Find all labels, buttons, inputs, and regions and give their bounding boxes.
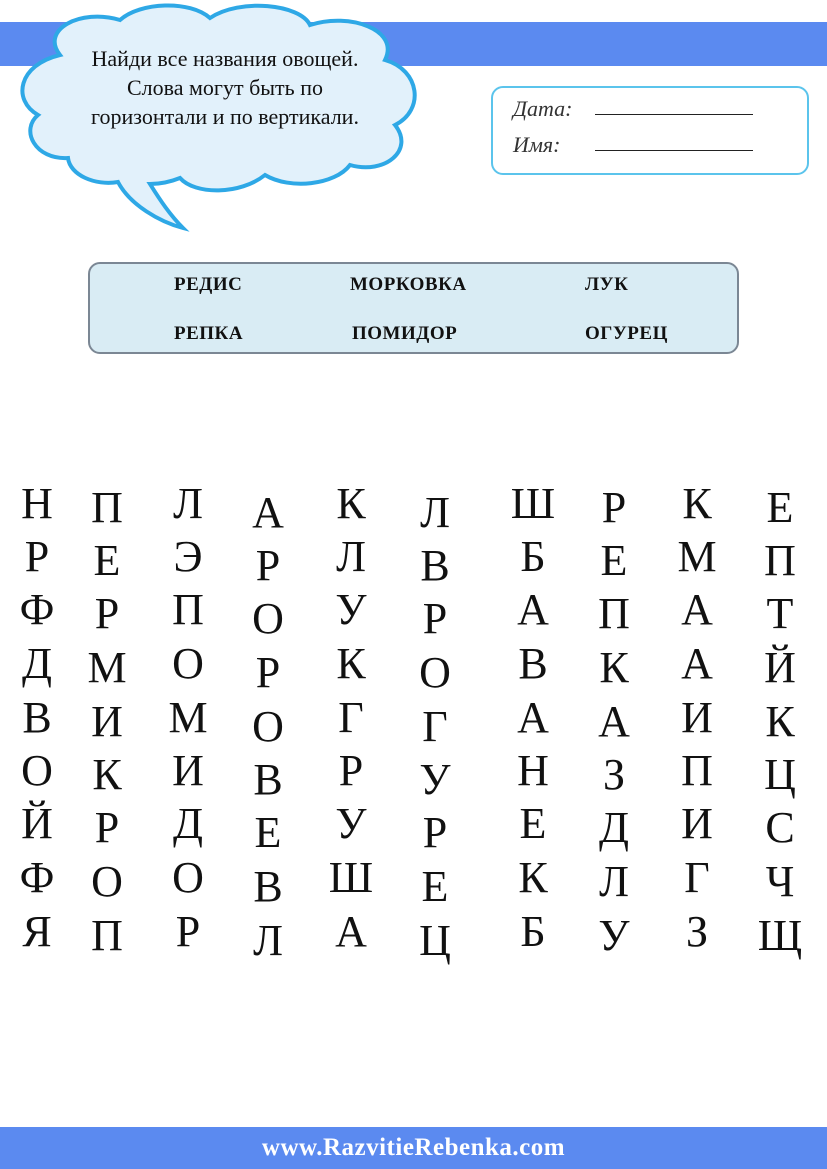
name-label: Имя: — [513, 132, 561, 157]
grid-letter[interactable]: К — [682, 479, 712, 528]
grid-letter[interactable]: Б — [520, 532, 546, 581]
instructions-line-2: Слова могут быть по — [127, 75, 323, 100]
grid-letter[interactable]: А — [681, 585, 713, 634]
grid-letter[interactable]: И — [681, 799, 713, 848]
grid-letter[interactable]: А — [598, 697, 630, 746]
grid-letter[interactable]: В — [22, 693, 52, 742]
grid-letter[interactable]: И — [681, 693, 713, 742]
grid-letter[interactable]: Л — [420, 488, 450, 537]
grid-letter[interactable]: Р — [422, 594, 448, 643]
grid-letter[interactable]: Е — [600, 536, 628, 585]
instructions-line-1: Найди все названия овощей. — [91, 46, 359, 71]
grid-letter[interactable]: У — [419, 755, 451, 804]
grid-letter[interactable]: Э — [173, 532, 203, 581]
grid-letter[interactable]: Е — [766, 483, 794, 532]
grid-letter[interactable]: Л — [173, 479, 203, 528]
footer-url[interactable]: www.RazvitieRebenka.com — [261, 1134, 566, 1161]
grid-letter[interactable]: И — [172, 746, 204, 795]
grid-letter[interactable]: В — [253, 755, 283, 804]
grid-letter[interactable]: Р — [338, 746, 364, 795]
instructions-line-3: горизонтали и по вертикали. — [91, 104, 359, 129]
grid-letter[interactable]: П — [598, 589, 630, 638]
grid-letter[interactable]: О — [172, 639, 204, 688]
grid-letter[interactable]: Е — [254, 808, 282, 857]
grid-letter[interactable]: Р — [422, 808, 448, 857]
grid-letter[interactable]: Ц — [419, 916, 451, 965]
grid-letter[interactable]: А — [681, 639, 713, 688]
grid-letter[interactable]: П — [681, 746, 713, 795]
grid-letter[interactable]: Г — [338, 693, 364, 742]
grid-letter[interactable]: Р — [255, 648, 281, 697]
grid-letter[interactable]: П — [172, 585, 204, 634]
word-bank-item: РЕПКА — [174, 323, 244, 344]
grid-letter[interactable]: Р — [255, 541, 281, 590]
grid-letter[interactable]: П — [91, 483, 123, 532]
grid-letter[interactable]: О — [21, 746, 53, 795]
grid-letter[interactable]: Б — [520, 907, 546, 956]
grid-letter[interactable]: С — [765, 803, 795, 852]
word-bank-item: ЛУК — [585, 274, 629, 295]
date-label: Дата: — [513, 96, 573, 121]
grid-letter[interactable]: В — [420, 541, 450, 590]
grid-letter[interactable]: М — [168, 693, 208, 742]
grid-letter[interactable]: Е — [93, 536, 121, 585]
grid-letter[interactable]: У — [598, 911, 630, 960]
grid-letter[interactable]: О — [252, 594, 284, 643]
grid-letter[interactable]: П — [764, 536, 796, 585]
footer-band — [0, 1127, 827, 1169]
grid-letter[interactable]: Р — [175, 907, 201, 956]
grid-letter[interactable]: Е — [421, 862, 449, 911]
grid-letter[interactable]: Р — [94, 589, 120, 638]
grid-letter[interactable]: Н — [517, 746, 549, 795]
grid-letter[interactable]: Я — [22, 907, 52, 956]
grid-letter[interactable]: Д — [172, 799, 203, 848]
grid-letter[interactable]: Д — [21, 639, 52, 688]
grid-letter[interactable]: У — [335, 585, 367, 634]
grid-letter[interactable]: Н — [21, 479, 53, 528]
grid-letter[interactable]: А — [517, 585, 549, 634]
grid-letter[interactable]: Й — [21, 799, 53, 848]
grid-letter[interactable]: М — [677, 532, 717, 581]
grid-letter[interactable]: Т — [766, 589, 794, 638]
word-bank-item: ПОМИДОР — [352, 323, 458, 344]
grid-letter[interactable]: А — [517, 693, 549, 742]
grid-letter[interactable]: К — [518, 853, 548, 902]
grid-letter[interactable]: О — [91, 857, 123, 906]
grid-letter[interactable]: К — [765, 697, 795, 746]
grid-letter[interactable]: В — [518, 639, 548, 688]
grid-letter[interactable]: Р — [601, 483, 627, 532]
grid-letter[interactable]: Г — [422, 702, 448, 751]
grid-letter[interactable]: Ч — [765, 857, 795, 906]
grid-letter[interactable]: П — [91, 911, 123, 960]
grid-letter[interactable]: З — [685, 907, 709, 956]
grid-letter[interactable]: Г — [684, 853, 710, 902]
grid-letter[interactable]: К — [599, 643, 629, 692]
grid-letter[interactable]: К — [336, 479, 366, 528]
grid-letter[interactable]: Л — [599, 857, 629, 906]
grid-letter[interactable]: О — [419, 648, 451, 697]
grid-letter[interactable]: Р — [24, 532, 50, 581]
grid-letter[interactable]: З — [602, 750, 626, 799]
grid-letter[interactable]: О — [172, 853, 204, 902]
grid-letter[interactable]: Д — [598, 803, 629, 852]
grid-letter[interactable]: Щ — [757, 911, 803, 960]
grid-letter[interactable]: Р — [94, 803, 120, 852]
grid-letter[interactable]: Ш — [328, 853, 374, 902]
word-bank-item: МОРКОВКА — [350, 274, 467, 295]
grid-letter[interactable]: А — [335, 907, 367, 956]
grid-letter[interactable]: У — [335, 799, 367, 848]
grid-letter[interactable]: Й — [764, 643, 796, 692]
grid-letter[interactable]: К — [336, 639, 366, 688]
grid-letter[interactable]: М — [87, 643, 127, 692]
grid-letter[interactable]: Ф — [19, 585, 55, 634]
word-bank-item: ОГУРЕЦ — [585, 323, 668, 344]
grid-letter[interactable]: И — [91, 697, 123, 746]
grid-letter[interactable]: О — [252, 702, 284, 751]
grid-letter[interactable]: А — [252, 488, 284, 537]
grid-letter[interactable]: Е — [519, 799, 547, 848]
word-bank-item: РЕДИС — [174, 274, 243, 295]
grid-letter[interactable]: В — [253, 862, 283, 911]
grid-letter[interactable]: Ш — [510, 479, 556, 528]
grid-letter[interactable]: Л — [253, 916, 283, 965]
grid-letter[interactable]: Ц — [764, 750, 796, 799]
grid-letter[interactable]: Л — [336, 532, 366, 581]
grid-letter[interactable]: Ф — [19, 853, 55, 902]
grid-letter[interactable]: К — [92, 750, 122, 799]
